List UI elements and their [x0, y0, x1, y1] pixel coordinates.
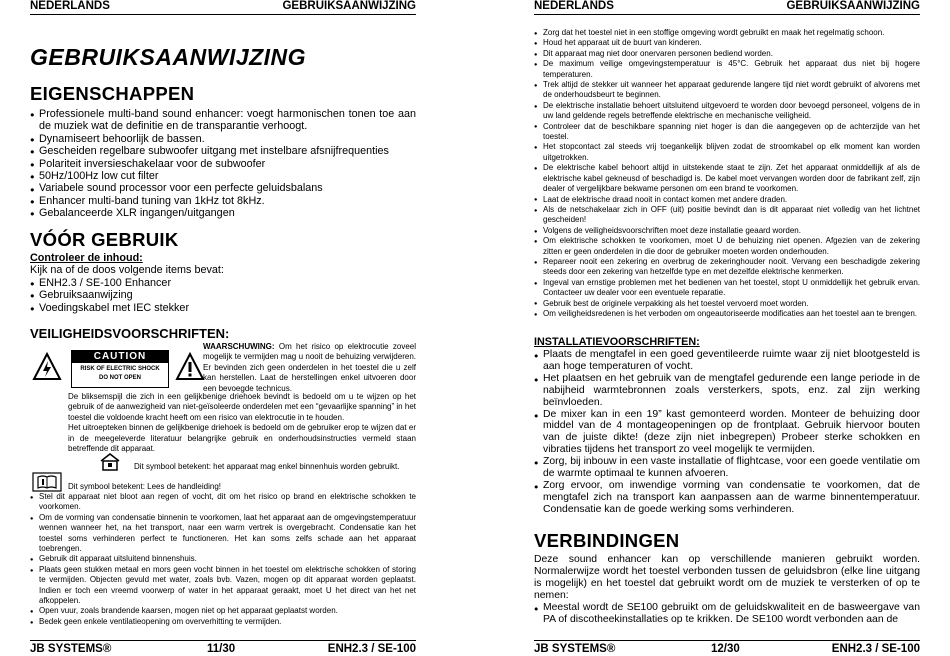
list-item: ● De elektrische installatie behoert uitsluitend uitgevoerd te worden door bevoegd personeel, volgens de in uw land geldende regels betreffende elektrische en mechanische veiligheid.	[534, 101, 920, 122]
list-item: ● Laat de elektrische draad nooit in contact komen met andere draden.	[534, 195, 920, 205]
contents-intro: Kijk na of de doos volgende items bevat:	[30, 264, 224, 277]
lightning-warning-icon	[32, 352, 62, 382]
list-item: ● Enhancer multi-band tuning van 1kHz tot 8kHz.	[30, 195, 416, 207]
installation-section	[534, 336, 920, 516]
connections-section	[534, 530, 920, 625]
footer-page-number: 11/30	[207, 643, 236, 655]
caution-line-2: DO NOT OPEN	[98, 375, 141, 381]
safety-list-continued	[534, 28, 920, 319]
footer-model: ENH2.3 / SE-100	[831, 643, 920, 655]
list-item: ● Zorg dat het toestel niet in een stoffige omgeving wordt gebruikt en maak het regelmatig schoon.	[534, 28, 920, 38]
list-item: ● Om elektrische schokken te voorkomen, moet U de behuizing niet openen. Afgezien van de zekering zitten er geen onderdelen in die door de gebruiker moeten worden onderhouden.	[534, 236, 920, 257]
list-item: ● Gebruik dit apparaat uitsluitend binnenshuis.	[30, 554, 416, 564]
page-footer	[30, 640, 416, 655]
list-item: ● Trek altijd de stekker uit wanneer het apparaat gedurende langere tijd niet wordt gebruikt of alvorens met de onderhoudsbeurt te beginnen.	[534, 80, 920, 101]
list-item: ● Variabele sound processor voor een perfecte geluidsbalans	[30, 182, 416, 194]
caution-line-1: RISK OF ELECTRIC SHOCK	[80, 366, 160, 372]
list-item: ● De maximum veilige omgevingstemperatuur is 45°C. Gebruik het apparaat dus niet bij hogere temperaturen.	[534, 59, 920, 80]
footer-brand: JB SYSTEMS®	[30, 643, 112, 655]
lightning-explanation: De bliksemspijl die zich in een gelijkbenige driehoek bevindt is bedoeld om u te wijzen op het gebruik of de aanwezigheid van niet-geïsoleerde onderdelen met een “gevaarlijke spanning” in het toestel die voldoende kracht heeft om een risico van elektrocutie in te houden.	[68, 392, 416, 422]
list-item: ● Bedek geen enkele ventilatieopening om oververhitting te vermijden.	[30, 617, 416, 627]
features-list	[30, 108, 416, 220]
indoor-use-text: Dit symbool betekent: het apparaat mag enkel binnenhuis worden gebruikt.	[134, 462, 400, 471]
list-item: ● Zorg, bij inbouw in een vaste installatie of flightcase, voor een goede ventilatie om de warmte optimaal te kunnen afvoeren.	[534, 456, 920, 480]
list-item: ● Dynamiseert behoorlijk de bassen.	[30, 133, 416, 145]
list-item: ● Het plaatsen en het gebruik van de mengtafel gedurende een lange periode in de nabijheid warmtebronnen zoals versterkers, spots, enz. zal zijn werking beïnvloeden.	[534, 373, 920, 409]
list-item: ● Professionele multi-band sound enhancer: voegt harmonischen tonen toe aan de muziek wat de definitie en de transparantie verhoogt.	[30, 108, 416, 133]
page-header	[30, 0, 416, 15]
caution-title: CAUTION	[72, 351, 168, 363]
installation-heading: INSTALLATIEVOORSCHRIFTEN:	[534, 336, 700, 348]
contents-list	[30, 277, 416, 314]
list-item: ● Als de netschakelaar zich in OFF (uit) positie bevindt dan is dit apparaat niet volledig van het lichtnet gescheiden!	[534, 205, 920, 226]
list-item: ● Plaats de mengtafel in een goed geventileerde ruimte waar zij niet blootgesteld is aan hoge temperaturen of vocht.	[534, 349, 920, 373]
header-language: NEDERLANDS	[534, 0, 614, 12]
left-page	[30, 0, 416, 654]
safety-list	[30, 492, 416, 627]
warning-label: WAARSCHUWING:	[203, 342, 275, 351]
list-item: ● Volgens de veiligheidsvoorschriften moet deze installatie geaard worden.	[534, 226, 920, 236]
list-item: ● Gebruik best de originele verpakking als het toestel vervoerd moet worden.	[534, 299, 920, 309]
warning-text	[203, 342, 416, 394]
list-item: ● ENH2.3 / SE-100 Enhancer	[30, 277, 416, 289]
list-item: ● Houd het apparaat uit de buurt van kinderen.	[534, 38, 920, 48]
list-item: ● Gebalanceerde XLR ingangen/uitgangen	[30, 207, 416, 219]
list-item: ● De elektrische kabel behoort altijd in uitstekende staat te zijn. Zet het apparaat onmiddellijk af als de elektrische kabel gekneusd of beschadigd is. De kabel moet vervangen worden door de fabrikant zelf, zijn dealer of vergelijkbare bekwame personen om een brand te voorkomen.	[534, 163, 920, 194]
list-item: ● 50Hz/100Hz low cut filter	[30, 170, 416, 182]
footer-brand: JB SYSTEMS®	[534, 643, 616, 655]
list-item: ● Meestal wordt de SE100 gebruikt om de geluidskwaliteit en de basweergave van PA of discotheekinstallaties op te krikken. De SE100 wordt verbonden aan de	[534, 602, 920, 626]
list-item: ● Zorg ervoor, om inwendige vorming van condensatie te voorkomen, dat de mengtafel zich na transport kan aanpassen aan de warme binnentemperatuur. Condensatie kan de goede werking soms verhinderen.	[534, 480, 920, 516]
list-item: ● Gescheiden regelbare subwoofer uitgang met instelbare afsnijfrequenties	[30, 145, 416, 157]
symbol-explanations	[68, 392, 416, 454]
connections-list	[534, 602, 920, 626]
page-header	[534, 0, 920, 15]
connections-heading: VERBINDINGEN	[534, 530, 680, 551]
exclamation-explanation: Het uitroepteken binnen de gelijkbenige driehoek is bedoeld om de gebruiker erop te wijzen dat er in de meegeleverde literatuur belangrijke gebruik en onderhoudsinstructies vermeld staan betreffende dit apparaat.	[68, 423, 416, 454]
connections-intro: Deze sound enhancer kan op verschillende manieren gebruikt worden. Normalerwijze wordt het toestel verbonden tussen de geluidsbron (elke line uitgang is mogelijk) en het toestel dat gebruikt wordt om de muziek te versterken of op te nemen:	[534, 554, 920, 601]
list-item: ● Stel dit apparaat niet bloot aan regen of vocht, dit om het risico op brand en elektrische schokken te voorkomen.	[30, 492, 416, 513]
list-item: ● Ingeval van ernstige problemen met het bedienen van het toestel, stopt U onmiddellijk het gebruik ervan. Contacteer uw dealer voor een eventuele reparatie.	[534, 278, 920, 299]
list-item: ● Dit apparaat mag niet door onervaren personen bediend worden.	[534, 49, 920, 59]
list-item: ● Voedingskabel met IEC stekker	[30, 302, 416, 314]
indoor-use-icon	[98, 452, 122, 472]
header-doc-title: GEBRUIKSAANWIJZING	[282, 0, 416, 12]
before-use-section	[30, 229, 416, 314]
before-use-heading: VÓÓR GEBRUIK	[30, 229, 179, 250]
read-manual-icon	[32, 472, 62, 492]
contents-subheading: Controleer de inhoud:	[30, 252, 143, 264]
header-doc-title: GEBRUIKSAANWIJZING	[786, 0, 920, 12]
page-title: GEBRUIKSAANWIJZING	[30, 44, 307, 70]
list-item: ● Plaats geen stukken metaal en mors geen vocht binnen in het toestel om elektrische schokken of storing te vermijden. Objecten gevuld met water, zoals bvb. Vazen, mogen op dit apparaat worden geplaatst. Indien er toch een vreemd voorwerp of water in het apparaat geraakt, moet U het direct van het net afkoppelen.	[30, 565, 416, 607]
read-manual-text: Dit symbool betekent: Lees de handleiding!	[68, 482, 221, 491]
caution-label	[71, 350, 169, 388]
installation-list	[534, 349, 920, 516]
footer-page-number: 12/30	[711, 643, 740, 655]
list-item: ● Om veiligheidsredenen is het verboden om ongeautoriseerde modificaties aan het toestel aan te brengen.	[534, 309, 920, 319]
footer-model: ENH2.3 / SE-100	[327, 643, 416, 655]
list-item: ● De mixer kan in een 19” kast gemonteerd worden. Monteer de behuizing door middel van de 4 montageopeningen op de frontplaat. Gebruik hiervoor bouten van de juiste dikte! (deze zijn niet inbegrepen) Probeer sterke schokken en vibraties tijdens het transport zo veel mogelijk te vermijden.	[534, 409, 920, 457]
right-page	[534, 0, 920, 654]
safety-heading: VEILIGHEIDSVOORSCHRIFTEN:	[30, 326, 230, 341]
list-item: ● Open vuur, zoals brandende kaarsen, mogen niet op het apparaat geplaatst worden.	[30, 606, 416, 616]
page-footer	[534, 640, 920, 655]
exclamation-warning-icon	[175, 352, 205, 382]
features-section	[30, 83, 416, 220]
list-item: ● Om de vorming van condensatie binnenin te voorkomen, laat het apparaat aan de omgevingstemperatuur wennen wanneer het, na het transport, naar een warm vertrek is overgebracht. Condensatie kan het toestel soms verhinderen perfect te functioneren. Het kan soms zelfs schade aan het apparaat toebrengen.	[30, 513, 416, 555]
list-item: ● Gebruiksaanwijzing	[30, 289, 416, 301]
list-item: ● Repareer nooit een zekering en overbrug de zekeringhouder nooit. Vervang een beschadigde zekering steeds door een zekering van hetzelfde type en met dezelfde elektrische kenmerken.	[534, 257, 920, 278]
header-language: NEDERLANDS	[30, 0, 110, 12]
list-item: ● Het stopcontact zal steeds vrij toegankelijk blijven zodat de stroomkabel op elk moment kan worden uitgetrokken.	[534, 142, 920, 163]
features-heading: EIGENSCHAPPEN	[30, 83, 195, 104]
list-item: ● Controleer dat de beschikbare spanning niet hoger is dan die aangegeven op de achterzijde van het toestel.	[534, 122, 920, 143]
list-item: ● Polariteit inversieschakelaar voor de subwoofer	[30, 158, 416, 170]
warning-body: Om het risico op elektrocutie zoveel mogelijk te vermijden mag u nooit de behuizing verwijderen. Er bevinden zich geen onderdelen in het toestel die u zelf kan herstellen. Laat de herstellingen enkel uitvoeren door een bevoegde technicus.	[203, 342, 416, 393]
